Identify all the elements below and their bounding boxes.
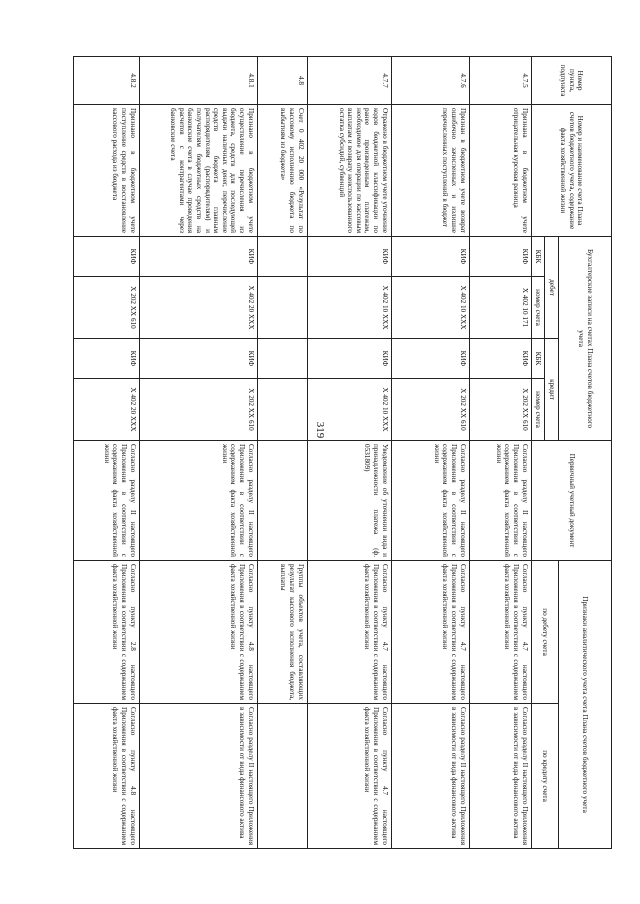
table-row bbox=[391, 57, 469, 849]
row-debit-account: Х 402 10 171 bbox=[469, 277, 531, 339]
row-debit-account: Х 402 10 ХХХ bbox=[391, 277, 469, 339]
row-debit-kbk: КИФ bbox=[391, 237, 469, 277]
row-analytics-credit: Согласно разделу II настоящего Приложения в зависимости от вида финансового актива bbox=[469, 704, 531, 849]
row-analytics-debit: Группы объектов учета, составляющих результат кассового исполнения бюджета, выплаты bbox=[257, 561, 307, 704]
header-an-debit: по дебету счета bbox=[531, 561, 558, 704]
row-credit-account: Х 402 10 ХХХ bbox=[307, 379, 391, 441]
row-analytics-debit: Согласно пункту 4.7 настоящего Приложения в соответствии с содержанием факта хозяйственной жизни bbox=[307, 561, 391, 704]
header-credit: кредит bbox=[545, 339, 559, 441]
header-debit: дебет bbox=[545, 237, 559, 339]
header-account: Номер и наименование счета Плана счетов бюджетного учета, содержание факта хозяйственной жизни bbox=[531, 105, 611, 237]
row-credit-account bbox=[257, 379, 307, 441]
row-credit-kbk: КИФ bbox=[73, 339, 139, 379]
row-doc: Уведомление об уточнении вида и принадлежности платежа (ф. 0531809) bbox=[307, 441, 391, 561]
row-num: 4.7.6 bbox=[391, 57, 469, 105]
row-analytics-credit: Согласно разделу II настоящего Приложения в зависимости от вида финансового актива bbox=[391, 704, 469, 849]
row-credit-kbk: КИФ bbox=[307, 339, 391, 379]
row-credit-kbk: КИФ bbox=[391, 339, 469, 379]
row-num: 4.8.1 bbox=[139, 57, 257, 105]
header-doc: Первичный учетный документ bbox=[531, 441, 611, 561]
row-desc: Признан в бюджетном учете возврат ошибочно зачисленных и излишне перечисленных поступлений в бюджет bbox=[391, 105, 469, 237]
row-analytics-credit: Согласно пункту 4.8 настоящего Приложения в соответствии с содержанием факта хозяйственной жизни bbox=[73, 704, 139, 849]
row-credit-account: Х 202 ХХ 610 bbox=[391, 379, 469, 441]
row-doc: Согласно разделу II настоящего Приложения в соответствии с содержанием факта хозяйственной жизни bbox=[139, 441, 257, 561]
row-desc: Признано в бюджетном учете поступление средств в восстановление кассового расхода из бюджета bbox=[73, 105, 139, 237]
table-row bbox=[73, 57, 139, 849]
page-number: 319 bbox=[314, 421, 326, 439]
row-desc: Отражено в бюджетном учете уточнение кодов бюджетной классификации по ранее произведенным платежам, необходимое для операции по кассовым выплатам и возврату неиспользованного остатка субсидий, субвенций bbox=[307, 105, 391, 237]
row-debit-account: Х 402 10 ХХХ bbox=[307, 277, 391, 339]
row-doc: Согласно разделу II настоящего Приложения в соответствии с содержанием факта хозяйственной жизни bbox=[73, 441, 139, 561]
header-entries: Бухгалтерские записи на счетах Плана счетов бюджетного учета bbox=[559, 237, 612, 441]
row-debit-account: Х 202 ХХ 610 bbox=[73, 277, 139, 339]
row-credit-kbk: КИФ bbox=[469, 339, 531, 379]
header-analytics: Признаки аналитического учета счета Плана счетов бюджетного учета bbox=[559, 561, 612, 849]
row-credit-kbk: КИФ bbox=[139, 339, 257, 379]
row-credit-account: Х 202 ХХ 610 bbox=[469, 379, 531, 441]
row-analytics-credit bbox=[257, 704, 307, 849]
header-debit-account: номер счета bbox=[531, 277, 545, 339]
row-analytics-credit: Согласно разделу II настоящего Приложения в зависимости от вида финансового актива bbox=[139, 704, 257, 849]
rotated-page bbox=[51, 56, 612, 848]
row-desc: Признано в бюджетном учете осуществление перечисления из бюджета, средств для последующей выдачи наличных денег, перечисление средств бюджета главным распорядителям (распорядителям) и получателям бюджетных средств на банковские счета в случае проведения расчетов с контрагентами через банковские счета bbox=[139, 105, 257, 237]
row-analytics-debit: Согласно пункту 2.8 настоящего Приложения в соответствии с содержанием факта хозяйственной жизни bbox=[73, 561, 139, 704]
header-credit-account: номер счета bbox=[531, 379, 545, 441]
row-num: 4.8 bbox=[257, 57, 307, 105]
table-row bbox=[139, 57, 257, 849]
row-debit-kbk: КИФ bbox=[139, 237, 257, 277]
row-debit-kbk: КИФ bbox=[469, 237, 531, 277]
row-analytics-debit: Согласно пункту 4.7 настоящего Приложения в соответствии с содержанием факта хозяйственной жизни bbox=[469, 561, 531, 704]
table-row bbox=[469, 57, 531, 849]
row-num: 4.7.5 bbox=[469, 57, 531, 105]
table-row bbox=[257, 57, 307, 849]
header-credit-kbk: КБК bbox=[531, 339, 545, 379]
row-debit-kbk bbox=[257, 237, 307, 277]
row-debit-kbk: КИФ bbox=[307, 237, 391, 277]
header-num: Номер пункта, подпункта bbox=[531, 57, 611, 105]
accounting-table bbox=[73, 56, 612, 849]
row-analytics-credit: Согласно пункту 4.7 настоящего Приложения в соответствии с содержанием факта хозяйственной жизни bbox=[307, 704, 391, 849]
table-row bbox=[307, 57, 391, 849]
row-doc: Согласно разделу II настоящего Приложения в соответствии с содержанием факта хозяйственной жизни bbox=[469, 441, 531, 561]
table-container bbox=[51, 56, 612, 848]
row-num: 4.7.7 bbox=[307, 57, 391, 105]
row-doc: Согласно разделу II настоящего Приложения в соответствии с содержанием факта хозяйственной жизни bbox=[391, 441, 469, 561]
row-debit-account bbox=[257, 277, 307, 339]
row-analytics-debit: Согласно пункту 4.8 настоящего Приложения в соответствии с содержанием факта хозяйственной жизни bbox=[139, 561, 257, 704]
row-credit-account: Х 402 20 ХХХ bbox=[73, 379, 139, 441]
row-desc: Счет 0 402 20 000 «Результат по кассовому исполнению бюджета по выбытиям из бюджета» bbox=[257, 105, 307, 237]
row-debit-kbk: КИФ bbox=[73, 237, 139, 277]
row-desc: Признана в бюджетном учете отрицательная курсовая разница bbox=[469, 105, 531, 237]
row-doc bbox=[257, 441, 307, 561]
row-analytics-debit: Согласно пункту 4.7 настоящего Приложения в соответствии с содержанием факта хозяйственной жизни bbox=[391, 561, 469, 704]
row-credit-kbk bbox=[257, 339, 307, 379]
header-an-credit: по кредиту счета bbox=[531, 704, 558, 849]
row-debit-account: Х 402 20 ХХХ bbox=[139, 277, 257, 339]
row-num: 4.8.2 bbox=[73, 57, 139, 105]
row-credit-account: Х 202 ХХ 610 bbox=[139, 379, 257, 441]
header-debit-kbk: КБК bbox=[531, 237, 545, 277]
